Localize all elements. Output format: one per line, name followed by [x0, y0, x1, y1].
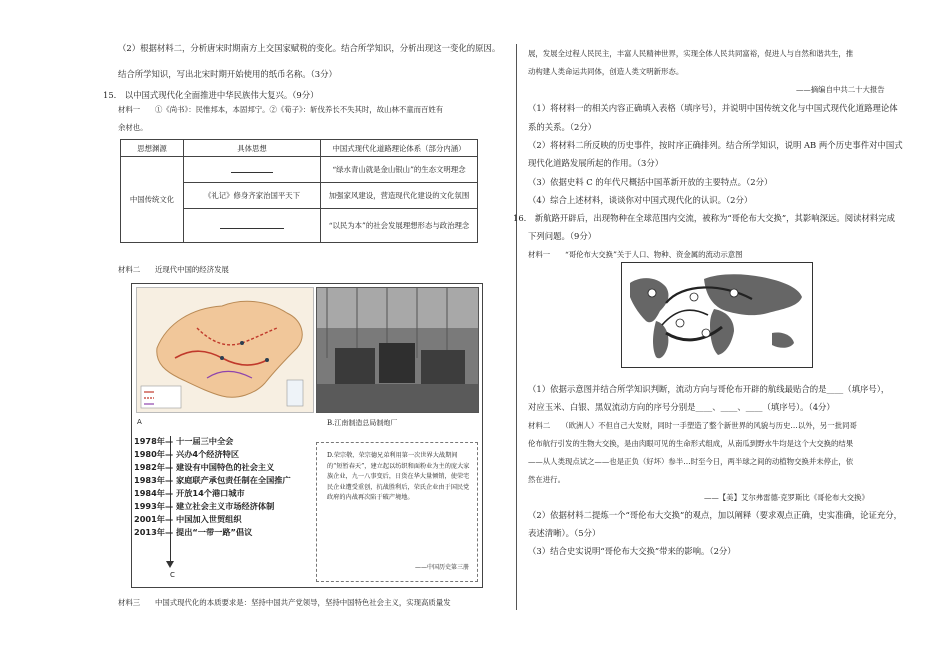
material3-source: ——摘编自中共二十大报告 [796, 85, 885, 94]
q15-2-line2: 现代化道路发展所起的作用。（3分） [528, 158, 664, 168]
timeline-item: 2001年— 中国加入世贸组织 [134, 514, 242, 524]
column-divider [516, 44, 517, 610]
q15-4: （4）综合上述材料，谈谈你对中国式现代化的认识。（2分） [528, 195, 753, 205]
q16-2-line1: （2）依据材料二提炼一个“哥伦布大交换”的观点，加以阐释（要求观点正确，史实准确，论证充分， [528, 510, 903, 520]
table-header: 思想渊源 [121, 140, 184, 157]
timeline-item: 1980年— 兴办4个经济特区 [134, 449, 240, 459]
q15-1-line2: 系的关系。（2分） [528, 122, 597, 132]
material2-title: 材料二 近现代中国的经济发展 [118, 265, 229, 274]
q16-title-line2: 下列问题。（9分） [528, 231, 597, 241]
q16-1-line1: （1）依据示意图并结合所学知识判断，流动方向与哥伦布开辟的航线最贴合的是____（填序号）， [528, 384, 890, 394]
timeline-arrow [166, 561, 174, 568]
timeline-item: 1984年— 开放14个港口城市 [134, 488, 245, 498]
material1-line2: 余材也。 [118, 123, 148, 132]
material2-figure [131, 283, 483, 588]
q14-2-line2: 结合所学知识，写出北宋时期开始使用的纸币名称。（3分） [118, 69, 337, 79]
table-header: 具体思想 [184, 140, 321, 157]
china-map-image [136, 287, 314, 413]
thought-table [120, 139, 478, 243]
material3-cont2: 动构建人类命运共同体，创造人类文明新形态。 [528, 67, 684, 76]
caption-b: B.江南制造总局制炮厂 [327, 419, 398, 427]
timeline-item: 1982年— 建设有中国特色的社会主义 [134, 462, 275, 472]
material16-2-line1: 材料二 （欧洲人）不但自己大发财，同时一手塑造了整个新世界的风貌与历史…以外，另一批同哥 [528, 421, 857, 430]
factory-photo [316, 287, 479, 413]
q15-3: （3）依据史料 C 的年代尺概括中国革新开放的主要特点。（2分） [528, 177, 773, 187]
material1-line1: 材料一 ①《尚书》：民惟邦本，本固邦宁。②《荀子》：斩伐养长不失其时，故山林不童而百姓有 [118, 105, 444, 114]
material-d-box [316, 442, 478, 582]
material-d-source: ——中国历史第三册 [414, 564, 469, 571]
material16-2-source: ——【美】艾尔弗雷德·克罗斯比《哥伦布大交换》 [704, 493, 869, 502]
q14-2-line1: （2）根据材料二，分析唐宋时期南方上交国家赋税的变化。结合所学知识，分析出现这一变化的原因。 [118, 43, 501, 53]
timeline-item: 1978年— 十一届三中全会 [134, 436, 234, 446]
table-header: 中国式现代化道路理论体系（部分内涵） [321, 140, 478, 157]
answer-blank[interactable] [184, 209, 321, 243]
timeline-item: 1993年— 建立社会主义市场经济体制 [134, 501, 275, 511]
q15-1-line1: （1）将材料一的相关内容正确填入表格（填序号），并说明中国传统文化与中国式现代化道路理论体 [528, 103, 898, 113]
table-cell: 加强家风建设，营造现代化建设的文化氛围 [321, 183, 478, 209]
table-row-label: 中国传统文化 [121, 157, 184, 243]
q16-3: （3）结合史实说明“哥伦布大交换”带来的影响。（2分） [528, 546, 736, 556]
material16-1: 材料一 “哥伦布大交换”关于人口、物种、资金属的流动示意图 [528, 250, 743, 259]
caption-c: C [170, 571, 175, 579]
timeline-c [134, 434, 314, 582]
material3-line: 材料三 中国式现代化的本质要求是：坚持中国共产党领导，坚持中国特色社会主义，实现高质量发 [118, 598, 451, 607]
timeline-item: 2013年— 提出“一带一路”倡议 [134, 527, 253, 537]
table-cell: 《礼记》修身齐家治国平天下 [184, 183, 321, 209]
q15-title: 15. 以中国式现代化全面推进中华民族伟大复兴。（9分） [103, 90, 319, 100]
q15-2-line1: （2）将材料二所反映的历史事件，按时序正确排列。结合所学知识，说明 AB 两个历史事件对中国式 [528, 140, 903, 150]
material3-cont1: 展，发展全过程人民民主，丰富人民精神世界，实现全体人民共同富裕，促进人与自然和谐共生，推 [528, 49, 854, 58]
q16-title-line1: 16. 新航路开辟后，出现物种在全球范围内交流，被称为“哥伦布大交换”，其影响深远。阅读材料完成 [513, 213, 896, 223]
material16-2-line3: ——从人类现点试之——也是正负（好坏）参半…时至今日，两半球之间的动植物交换并未停止，依 [528, 457, 854, 466]
q16-2-line2: 表述清晰）。（5分） [528, 528, 601, 538]
world-map-image [621, 262, 813, 368]
material-d-text: D.荣宗敬、荣宗德兄弟利用第一次世界大战期间的“短暂春天”，建立起以纺织和面粉业为主的庞大家族企业，九一八事变后，日货在华大量倾销，使荣宅民企业遭受重创，抗战胜利后，荣氏企业由于国民党政府的内战再次陷于破产境地。 [327, 452, 470, 501]
material16-2-line2: 伦布航行引发的生物大交换，是由肉眼可见的生命形式组成，从南瓜到野水牛均是这个大交换的结果 [528, 439, 854, 448]
answer-blank[interactable] [184, 157, 321, 183]
material16-2-line4: 然在进行。 [528, 475, 565, 484]
q16-1-line2: 对应玉米、白银、黑奴流动方向的序号分别是____、____、____（填序号）。（4分） [528, 402, 835, 412]
caption-a: A [137, 418, 142, 426]
timeline-item: 1983年— 家庭联产承包责任制在全国推广 [134, 475, 291, 485]
table-cell: “绿水青山就是金山银山”的生态文明理念 [321, 157, 478, 183]
table-cell: “以民为本”的社会发展理想形态与政治理念 [321, 209, 478, 243]
